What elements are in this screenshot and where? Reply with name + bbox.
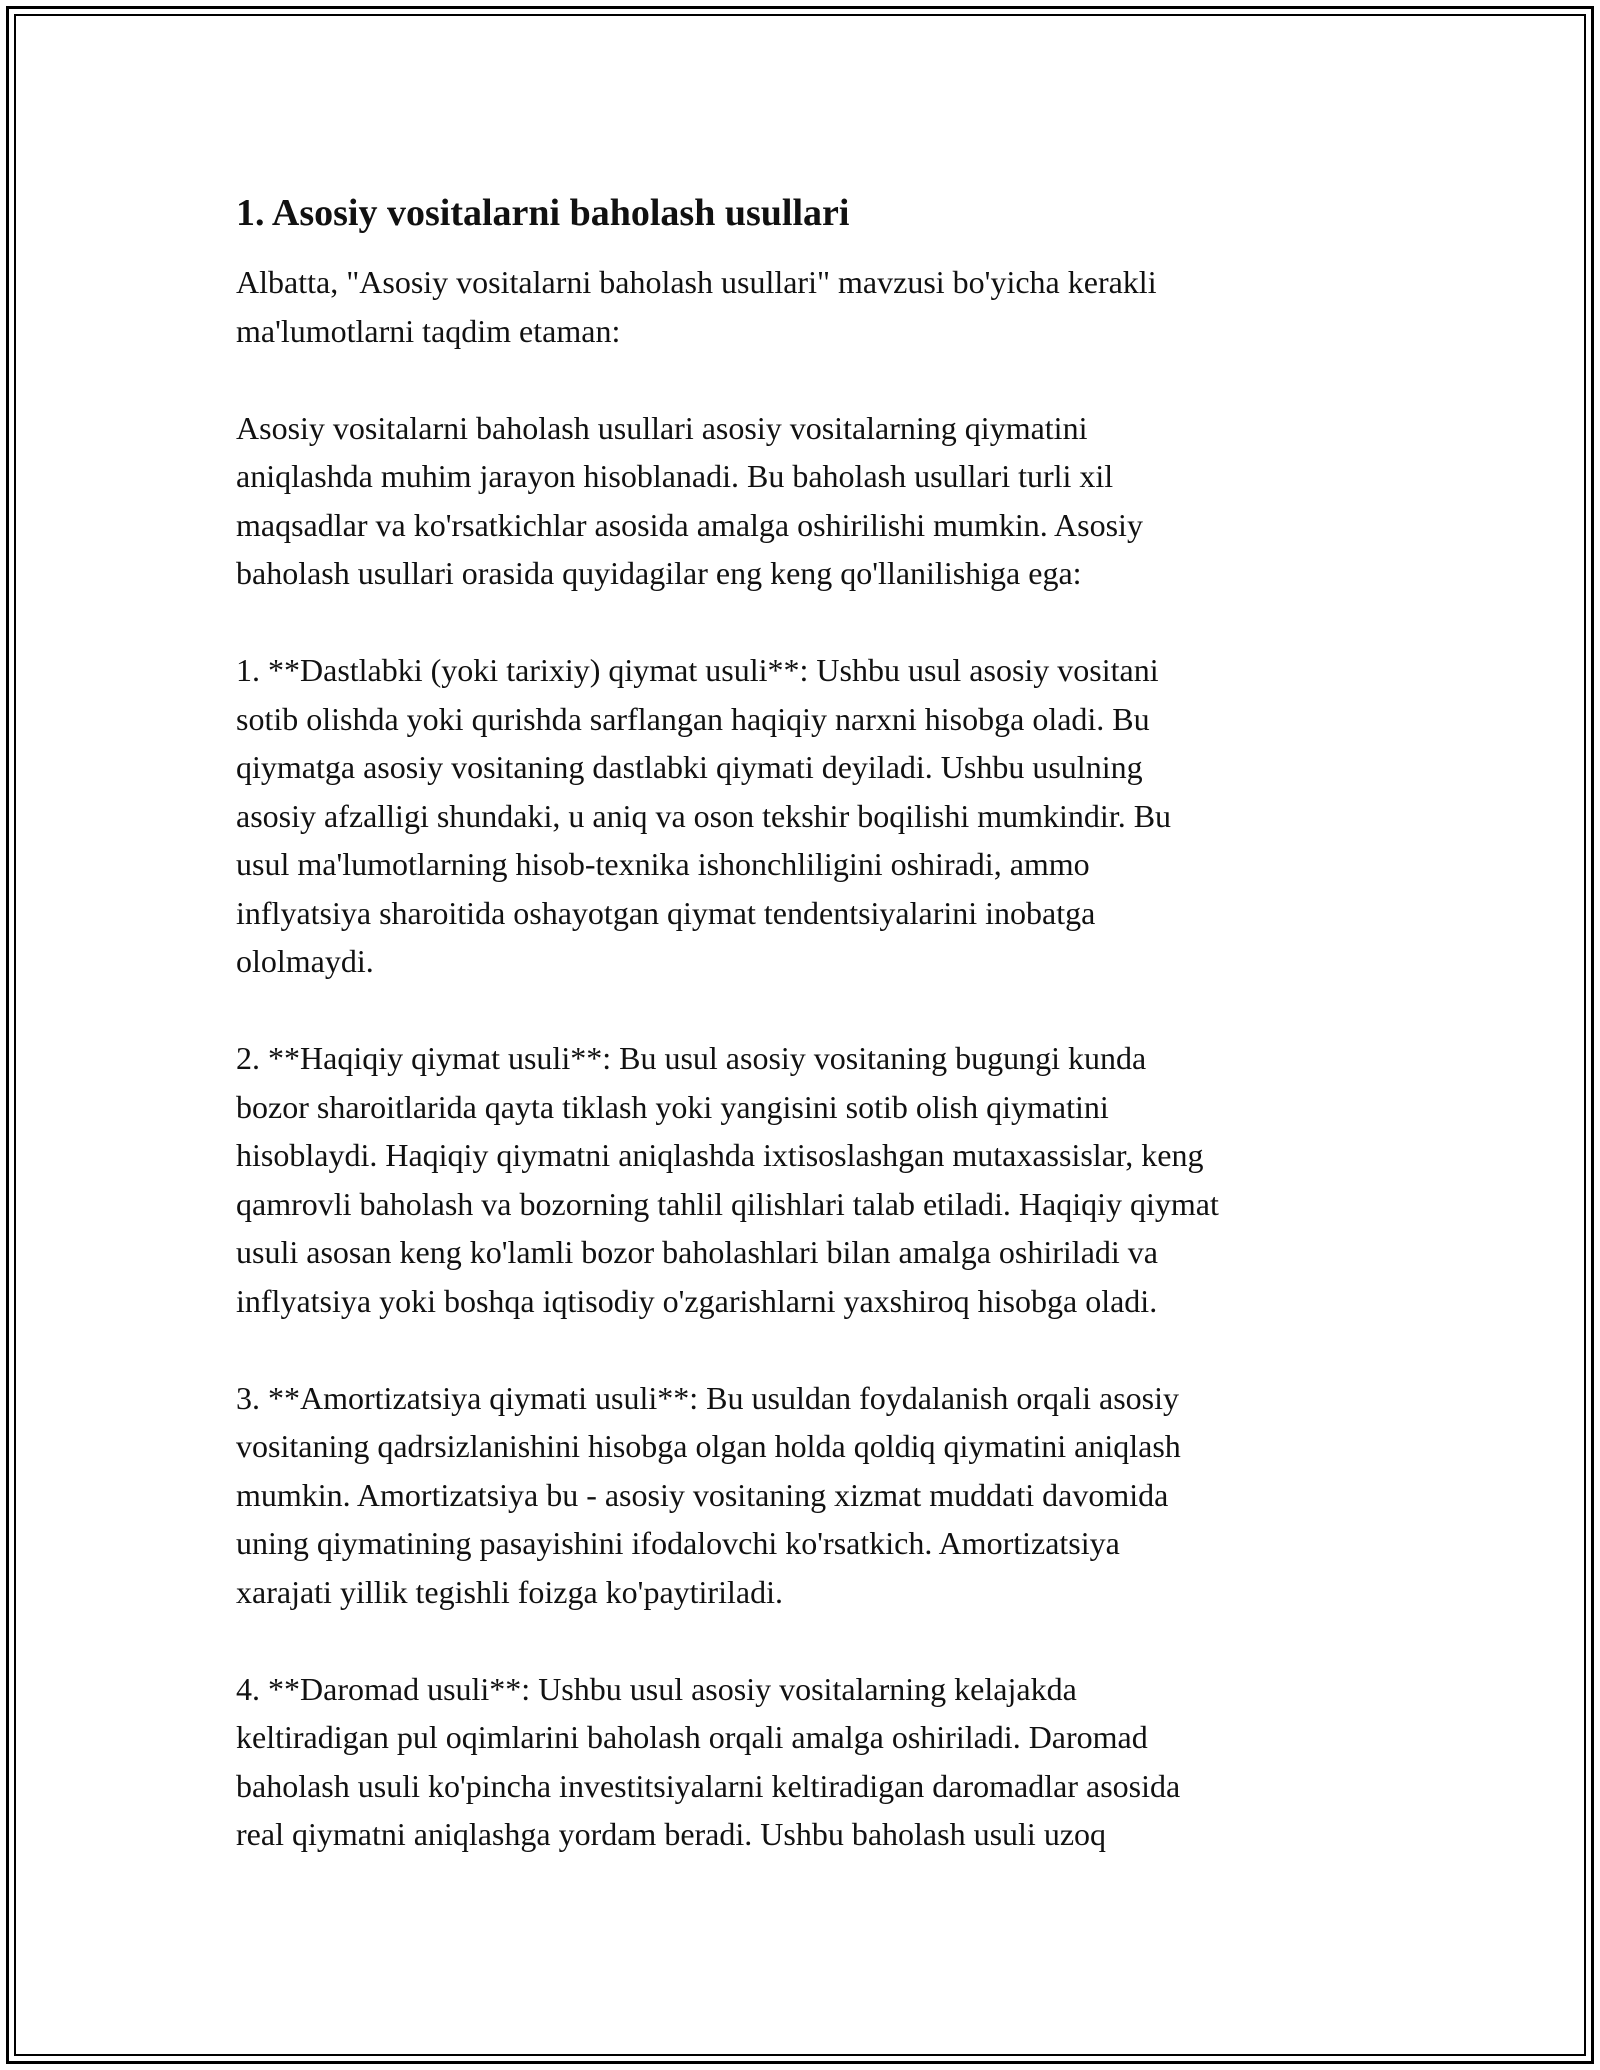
text-line: baholash usullari orasida quyidagilar eng keng qo'llanilishiga ega: [236,555,1082,591]
text-line: sotib olishda yoki qurishda sarflangan haqiqiy narxni hisobga oladi. Bu [236,700,1150,737]
text-line: 4. **Daromad usuli**: Ushbu usul asosiy vositalarning kelajakda [236,1670,1077,1707]
paragraph-spacer [236,355,1376,404]
text-line: bozor sharoitlarida qayta tiklash yoki yangisini sotib olish qiymatini [236,1088,1109,1125]
paragraph-method-4 [236,1665,1376,1859]
paragraph-spacer [236,1616,1376,1665]
text-line: keltiradigan pul oqimlarini baholash orqali amalga oshiriladi. Daromad [236,1719,1148,1755]
text-line: Albatta, "Asosiy vositalarni baholash usullari" mavzusi bo'yicha kerakli [236,264,1157,300]
text-line: usul ma'lumotlarning hisob-texnika ishonchliligini oshiradi, ammo [236,846,1090,882]
text-line: qamrovli baholash va bozorning tahlil qilishlari talab etiladi. Haqiqiy qiymat [236,1185,1219,1222]
text-line: real qiymatni aniqlashga yordam beradi. Ushbu baholash usuli uzoq [236,1816,1107,1852]
text-line: 1. **Dastlabki (yoki tarixiy) qiymat usuli**: Ushbu usul asosiy vositani [236,652,1159,688]
text-line: 2. **Haqiqiy qiymat usuli**: Bu usul asosiy vositaning bugungi kunda [236,1040,1147,1076]
heading-spacer [236,240,1376,258]
text-line: Asosiy vositalarni baholash usullari asosiy vositalarning qiymatini [236,409,1088,446]
text-line: baholash usuli ko'pincha investitsiyalarni keltiradigan daromadlar asosida [236,1767,1181,1804]
text-line: inflyatsiya sharoitida oshayotgan qiymat tendentsiyalarini inobatga [236,894,1096,931]
text-line: xarajati yillik tegishli foizga ko'paytiriladi. [236,1573,783,1610]
text-line: vositaning qadrsizlanishini hisobga olgan holda qoldiq qiymatini aniqlash [236,1428,1181,1464]
paragraph-intro [236,258,1376,355]
paragraph-spacer [236,598,1376,647]
text-line: inflyatsiya yoki boshqa iqtisodiy o'zgarishlarni yaxshiroq hisobga oladi. [236,1282,1158,1319]
section-heading: 1. Asosiy vositalarni baholash usullari [236,192,850,234]
text-line: aniqlashda muhim jarayon hisoblanadi. Bu baholash usullari turli xil [236,458,1114,494]
paragraph-spacer [236,1325,1376,1374]
text-line: uning qiymatining pasayishini ifodalovchi ko'rsatkich. Amortizatsiya [236,1525,1120,1561]
text-line: usuli asosan keng ko'lamli bozor baholashlari bilan amalga oshiriladi va [236,1234,1158,1270]
text-line: asosiy afzalligi shundaki, u aniq va oson tekshir boqilishi mumkindir. Bu [236,797,1172,834]
text-line: ma'lumotlarni taqdim etaman: [236,312,621,349]
paragraph-method-2 [236,1034,1376,1325]
text-line: ololmaydi. [236,943,374,979]
paragraph-method-1 [236,646,1376,986]
text-line: maqsadlar va ko'rsatkichlar asosida amalga oshirilishi mumkin. Asosiy [236,506,1143,543]
text-line: mumkin. Amortizatsiya bu - asosiy vositaning xizmat muddati davomida [236,1476,1169,1513]
paragraph-method-3 [236,1374,1376,1617]
paragraph-spacer [236,986,1376,1035]
document-body [236,186,1376,1859]
text-line: hisoblaydi. Haqiqiy qiymatni aniqlashda ixtisoslashgan mutaxassislar, keng [236,1137,1204,1173]
text-line: qiymatga asosiy vositaning dastlabki qiymati deyiladi. Ushbu usulning [236,749,1143,785]
text-line: 3. **Amortizatsiya qiymati usuli**: Bu usuldan foydalanish orqali asosiy [236,1379,1179,1416]
paragraph-overview [236,404,1376,598]
